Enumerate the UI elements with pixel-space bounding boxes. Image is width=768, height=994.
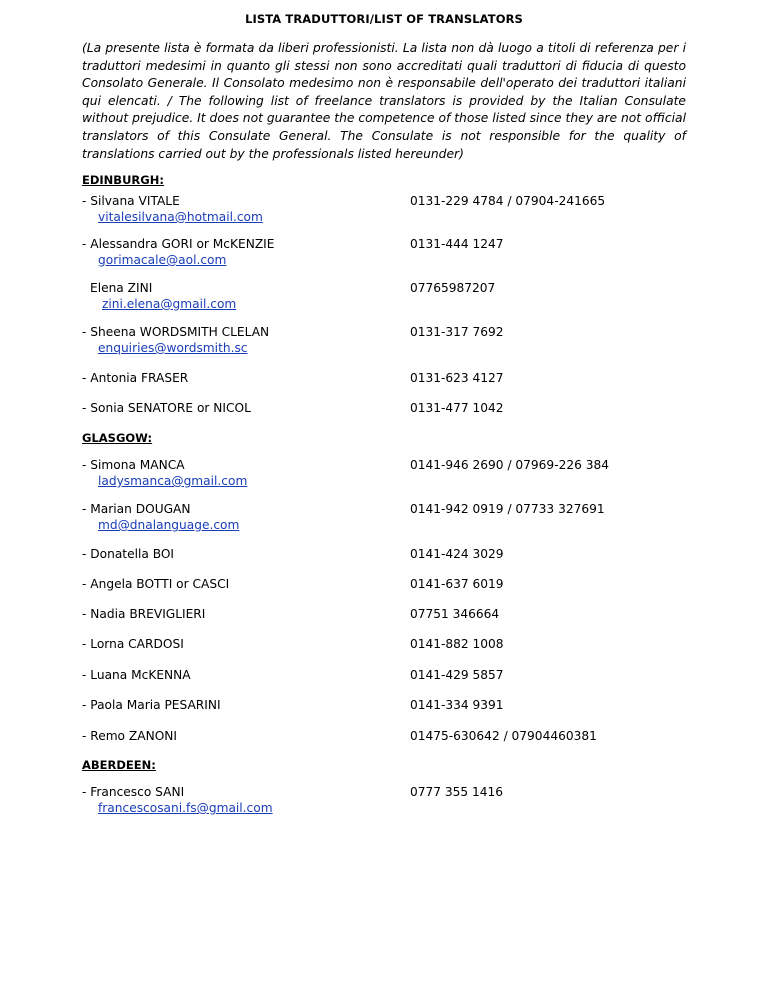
translator-entry bbox=[82, 547, 702, 581]
translator-entry bbox=[82, 502, 702, 536]
email-link[interactable]: zini.elena@gmail.com bbox=[102, 297, 237, 311]
translator-entry bbox=[82, 237, 702, 271]
phone-number: 0141-882 1008 bbox=[410, 637, 504, 651]
email-link[interactable]: vitalesilvana@hotmail.com bbox=[98, 210, 263, 224]
translator-name: - Marian DOUGAN bbox=[82, 502, 191, 516]
phone-number: 07765987207 bbox=[410, 281, 496, 295]
phone-number: 0131-317 7692 bbox=[410, 325, 504, 339]
phone-number: 0141-637 6019 bbox=[410, 577, 504, 591]
phone-number: 0777 355 1416 bbox=[410, 785, 504, 799]
phone-number: 01475-630642 / 07904460381 bbox=[410, 729, 597, 743]
translator-entry bbox=[82, 281, 702, 315]
translator-name: - Angela BOTTI or CASCI bbox=[82, 577, 230, 591]
translator-name: - Antonia FRASER bbox=[82, 371, 189, 385]
disclaimer-text: (La presente lista è formata da liberi professionisti. La lista non dà luogo a titoli di referenza per i traduttori medesimi in quanto gli stessi non sono accreditati quali traduttori di fiducia di questo Consolato Generale. Il Consolato medesimo non è responsabile dell'operato dei traduttori italiani qui elencati. / The following list of freelance translators is provided by the Italian Consulate without prejudice. It does not guarantee the competence of those listed since they are not official translators of this Consulate General. The Consulate is not responsible for the quality of translations carried out by the professionals listed hereunder) bbox=[82, 41, 686, 161]
translator-name: - Sonia SENATORE or NICOL bbox=[82, 401, 251, 415]
email-link[interactable]: francescosani.fs@gmail.com bbox=[98, 801, 273, 815]
translator-entry bbox=[82, 785, 702, 819]
translator-name: - Luana McKENNA bbox=[82, 668, 191, 682]
email-link[interactable]: ladysmanca@gmail.com bbox=[98, 474, 248, 488]
translator-name: - Sheena WORDSMITH CLELAN bbox=[82, 325, 270, 339]
translator-name: - Nadia BREVIGLIERI bbox=[82, 607, 206, 621]
translator-name: - Silvana VITALE bbox=[82, 194, 180, 208]
translator-entry bbox=[82, 729, 702, 763]
translator-entry bbox=[82, 401, 702, 435]
translator-name: - Alessandra GORI or McKENZIE bbox=[82, 237, 275, 251]
phone-number: 0131-477 1042 bbox=[410, 401, 504, 415]
translator-entry bbox=[82, 325, 702, 359]
section-heading-edinburgh: EDINBURGH: bbox=[82, 173, 164, 187]
phone-number: 07751 346664 bbox=[410, 607, 500, 621]
translator-name: Elena ZINI bbox=[90, 281, 153, 295]
phone-number: 0141-946 2690 / 07969-226 384 bbox=[410, 458, 609, 472]
email-link[interactable]: md@dnalanguage.com bbox=[98, 518, 240, 532]
phone-number: 0141-942 0919 / 07733 327691 bbox=[410, 502, 605, 516]
translator-name: - Donatella BOI bbox=[82, 547, 175, 561]
phone-number: 0141-429 5857 bbox=[410, 668, 504, 682]
translator-entry bbox=[82, 371, 702, 405]
translator-entry bbox=[82, 637, 702, 671]
translator-entry bbox=[82, 194, 702, 228]
translator-name: - Paola Maria PESARINI bbox=[82, 698, 221, 712]
translator-name: - Simona MANCA bbox=[82, 458, 185, 472]
email-link[interactable]: enquiries@wordsmith.sc bbox=[98, 341, 248, 355]
translator-entry bbox=[82, 698, 702, 732]
translator-entry bbox=[82, 607, 702, 641]
document-title: LISTA TRADUTTORI/LIST OF TRANSLATORS bbox=[245, 12, 523, 26]
translator-name: - Lorna CARDOSI bbox=[82, 637, 184, 651]
section-heading-aberdeen: ABERDEEN: bbox=[82, 758, 156, 772]
phone-number: 0141-424 3029 bbox=[410, 547, 504, 561]
phone-number: 0131-229 4784 / 07904-241665 bbox=[410, 194, 606, 208]
translator-name: - Remo ZANONI bbox=[82, 729, 178, 743]
translator-name: - Francesco SANI bbox=[82, 785, 185, 799]
phone-number: 0141-334 9391 bbox=[410, 698, 504, 712]
phone-number: 0131-623 4127 bbox=[410, 371, 504, 385]
section-heading-glasgow: GLASGOW: bbox=[82, 431, 153, 445]
email-link[interactable]: gorimacale@aol.com bbox=[98, 253, 227, 267]
translator-entry bbox=[82, 458, 702, 492]
phone-number: 0131-444 1247 bbox=[410, 237, 504, 251]
translator-entry bbox=[82, 577, 702, 611]
translator-entry bbox=[82, 668, 702, 702]
